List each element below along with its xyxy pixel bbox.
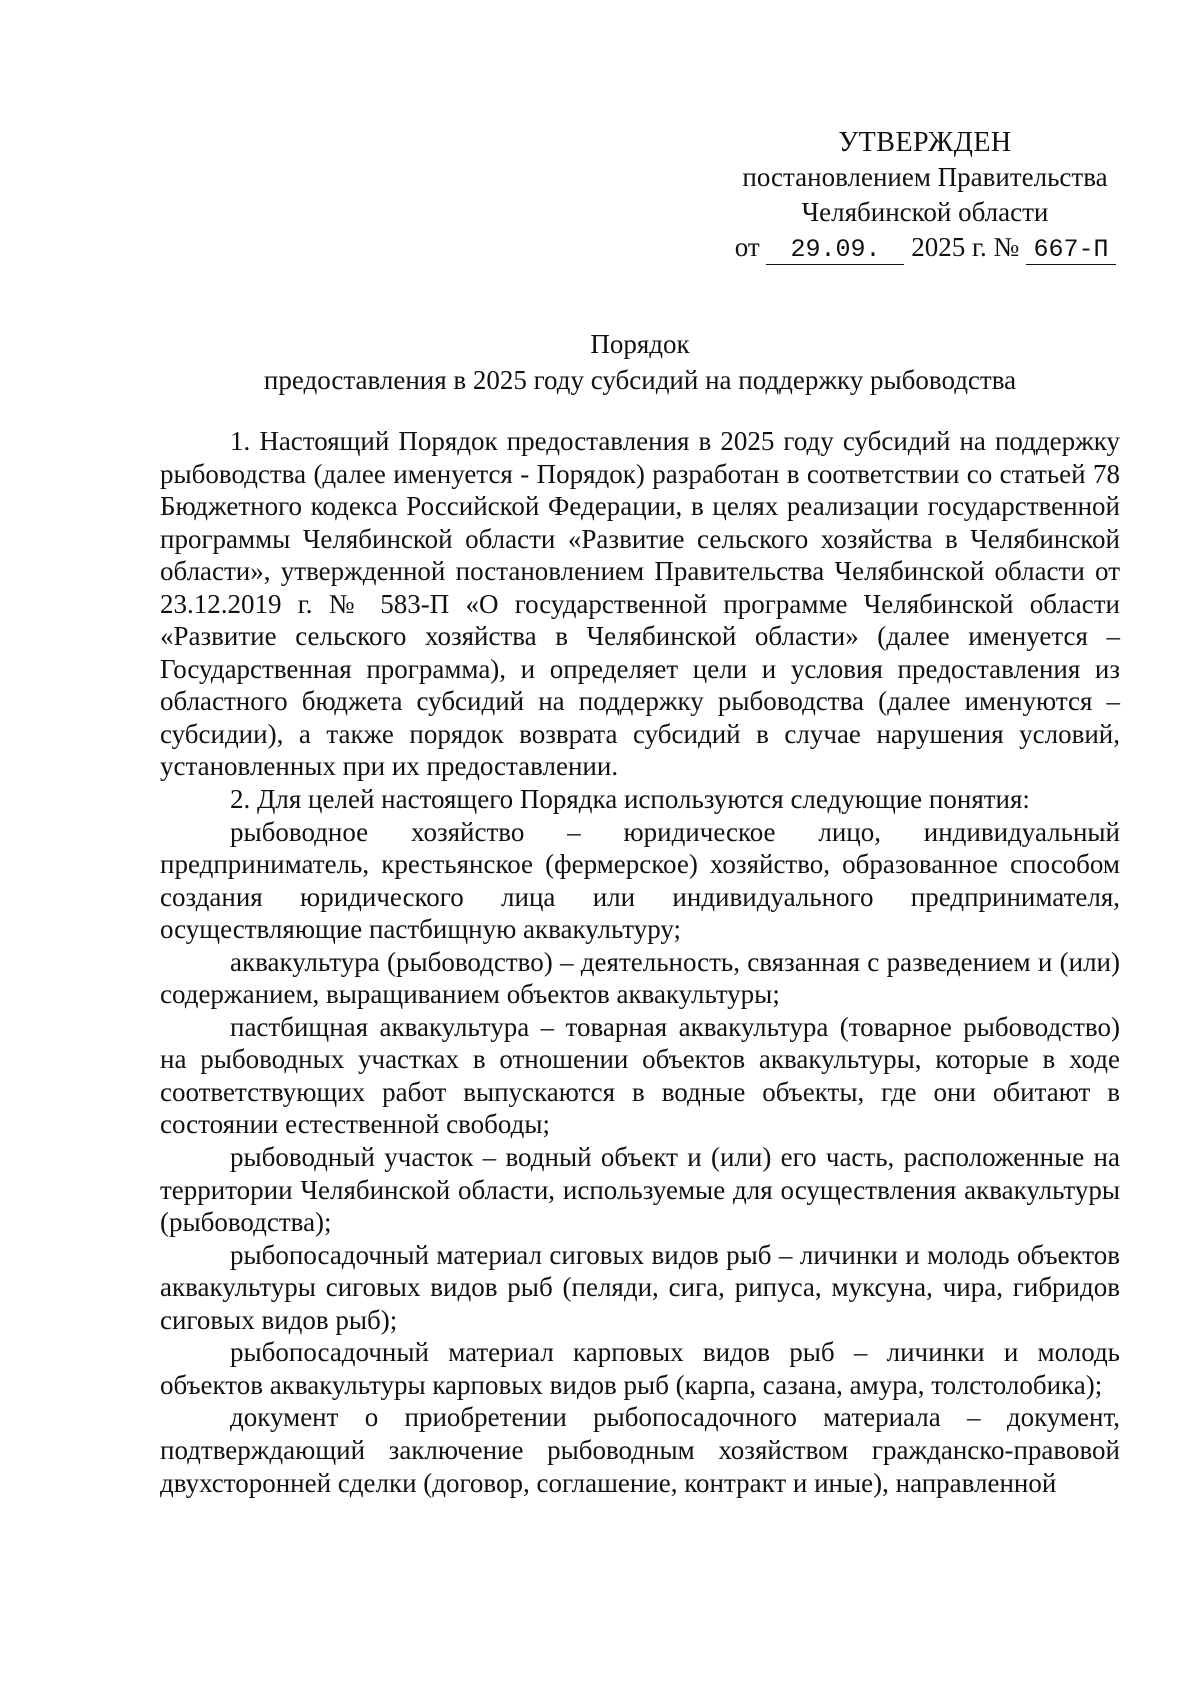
document-title: Порядок [590, 329, 690, 359]
definition-fish-breeding-site: рыбоводный участок – водный объект и (или) его часть, расположенные на территории Челябинской области, используемые для осуществления аквакультуры (рыбоводства); [160, 1142, 1120, 1238]
date-prefix: от [734, 232, 760, 262]
paragraph-1: 1. Настоящий Порядок предоставления в 2025 году субсидий на поддержку рыбоводства (далее именуется - Порядок) разработан в соответствии со статьей 78 Бюджетного кодекса Российской Федерации, в целях реализации государственной программы Челябинской области «Развитие сельского хозяйства в Челябинской области», утвержденной постановлением Правительства Челябинской области от 23.12.2019 г. № 583-П «О государственной программе Челябинской области «Развитие сельского хозяйства в Челябинской области» (далее именуется – Государственная программа), и определяет цели и условия предоставления из областного бюджета субсидий на поддержку рыбоводства (далее именуются – субсидии), а также порядок возврата субсидий в случае нарушения условий, установленных при их предоставлении. [160, 426, 1120, 782]
document-subtitle: предоставления в 2025 году субсидий на поддержку рыбоводства [263, 365, 1017, 395]
date-value: 29.09. [766, 236, 904, 265]
definition-aquaculture: аквакультура (рыбоводство) – деятельность, связанная с разведением и (или) содержанием, выращиванием объектов аквакультуры; [160, 946, 1120, 1010]
decree-number: 667-П [1026, 236, 1116, 265]
document-body [160, 425, 1120, 1499]
year-text: 2025 г. № [911, 232, 1020, 262]
paragraph-2: 2. Для целей настоящего Порядка используются следующие понятия: [230, 784, 1030, 815]
definition-purchase-document: документ о приобретении рыбопосадочного материала – документ, подтверждающий заключение рыбоводным хозяйством гражданско-правовой двухсторонней сделки (договор, соглашение, контракт и иные), направленной [160, 1402, 1120, 1498]
definition-fish-farm: рыбоводное хозяйство – юридическое лицо, индивидуальный предприниматель, крестьянское (фермерское) хозяйство, образованное способом создания юридического лица или индивидуального предпринимателя, осуществляющие пастбищную аквакультуру; [160, 816, 1120, 945]
approval-block [730, 125, 1120, 265]
definition-whitefish-stock: рыбопосадочный материал сиговых видов рыб – личинки и молодь объектов аквакультуры сиговых видов рыб (пеляди, сига, рипуса, муксуна, чира, гибридов сиговых видов рыб); [160, 1239, 1120, 1335]
approval-line-2: Челябинской области [801, 197, 1049, 227]
approval-date-line [730, 230, 1120, 265]
approval-line-1: постановлением Правительства [742, 162, 1108, 192]
definition-pasture-aquaculture: пастбищная аквакультура – товарная аквакультура (товарное рыбоводство) на рыбоводных участках в отношении объектов аквакультуры, которые в ходе соответствующих работ выпускаются в водные объекты, где они обитают в состоянии естественной свободы; [160, 1011, 1120, 1140]
approval-stamp: УТВЕРЖДЕН [838, 127, 1012, 158]
definition-carp-stock: рыбопосадочный материал карповых видов рыб – личинки и молодь объектов аквакультуры карповых видов рыб (карпа, сазана, амура, толстолобика); [160, 1337, 1120, 1400]
